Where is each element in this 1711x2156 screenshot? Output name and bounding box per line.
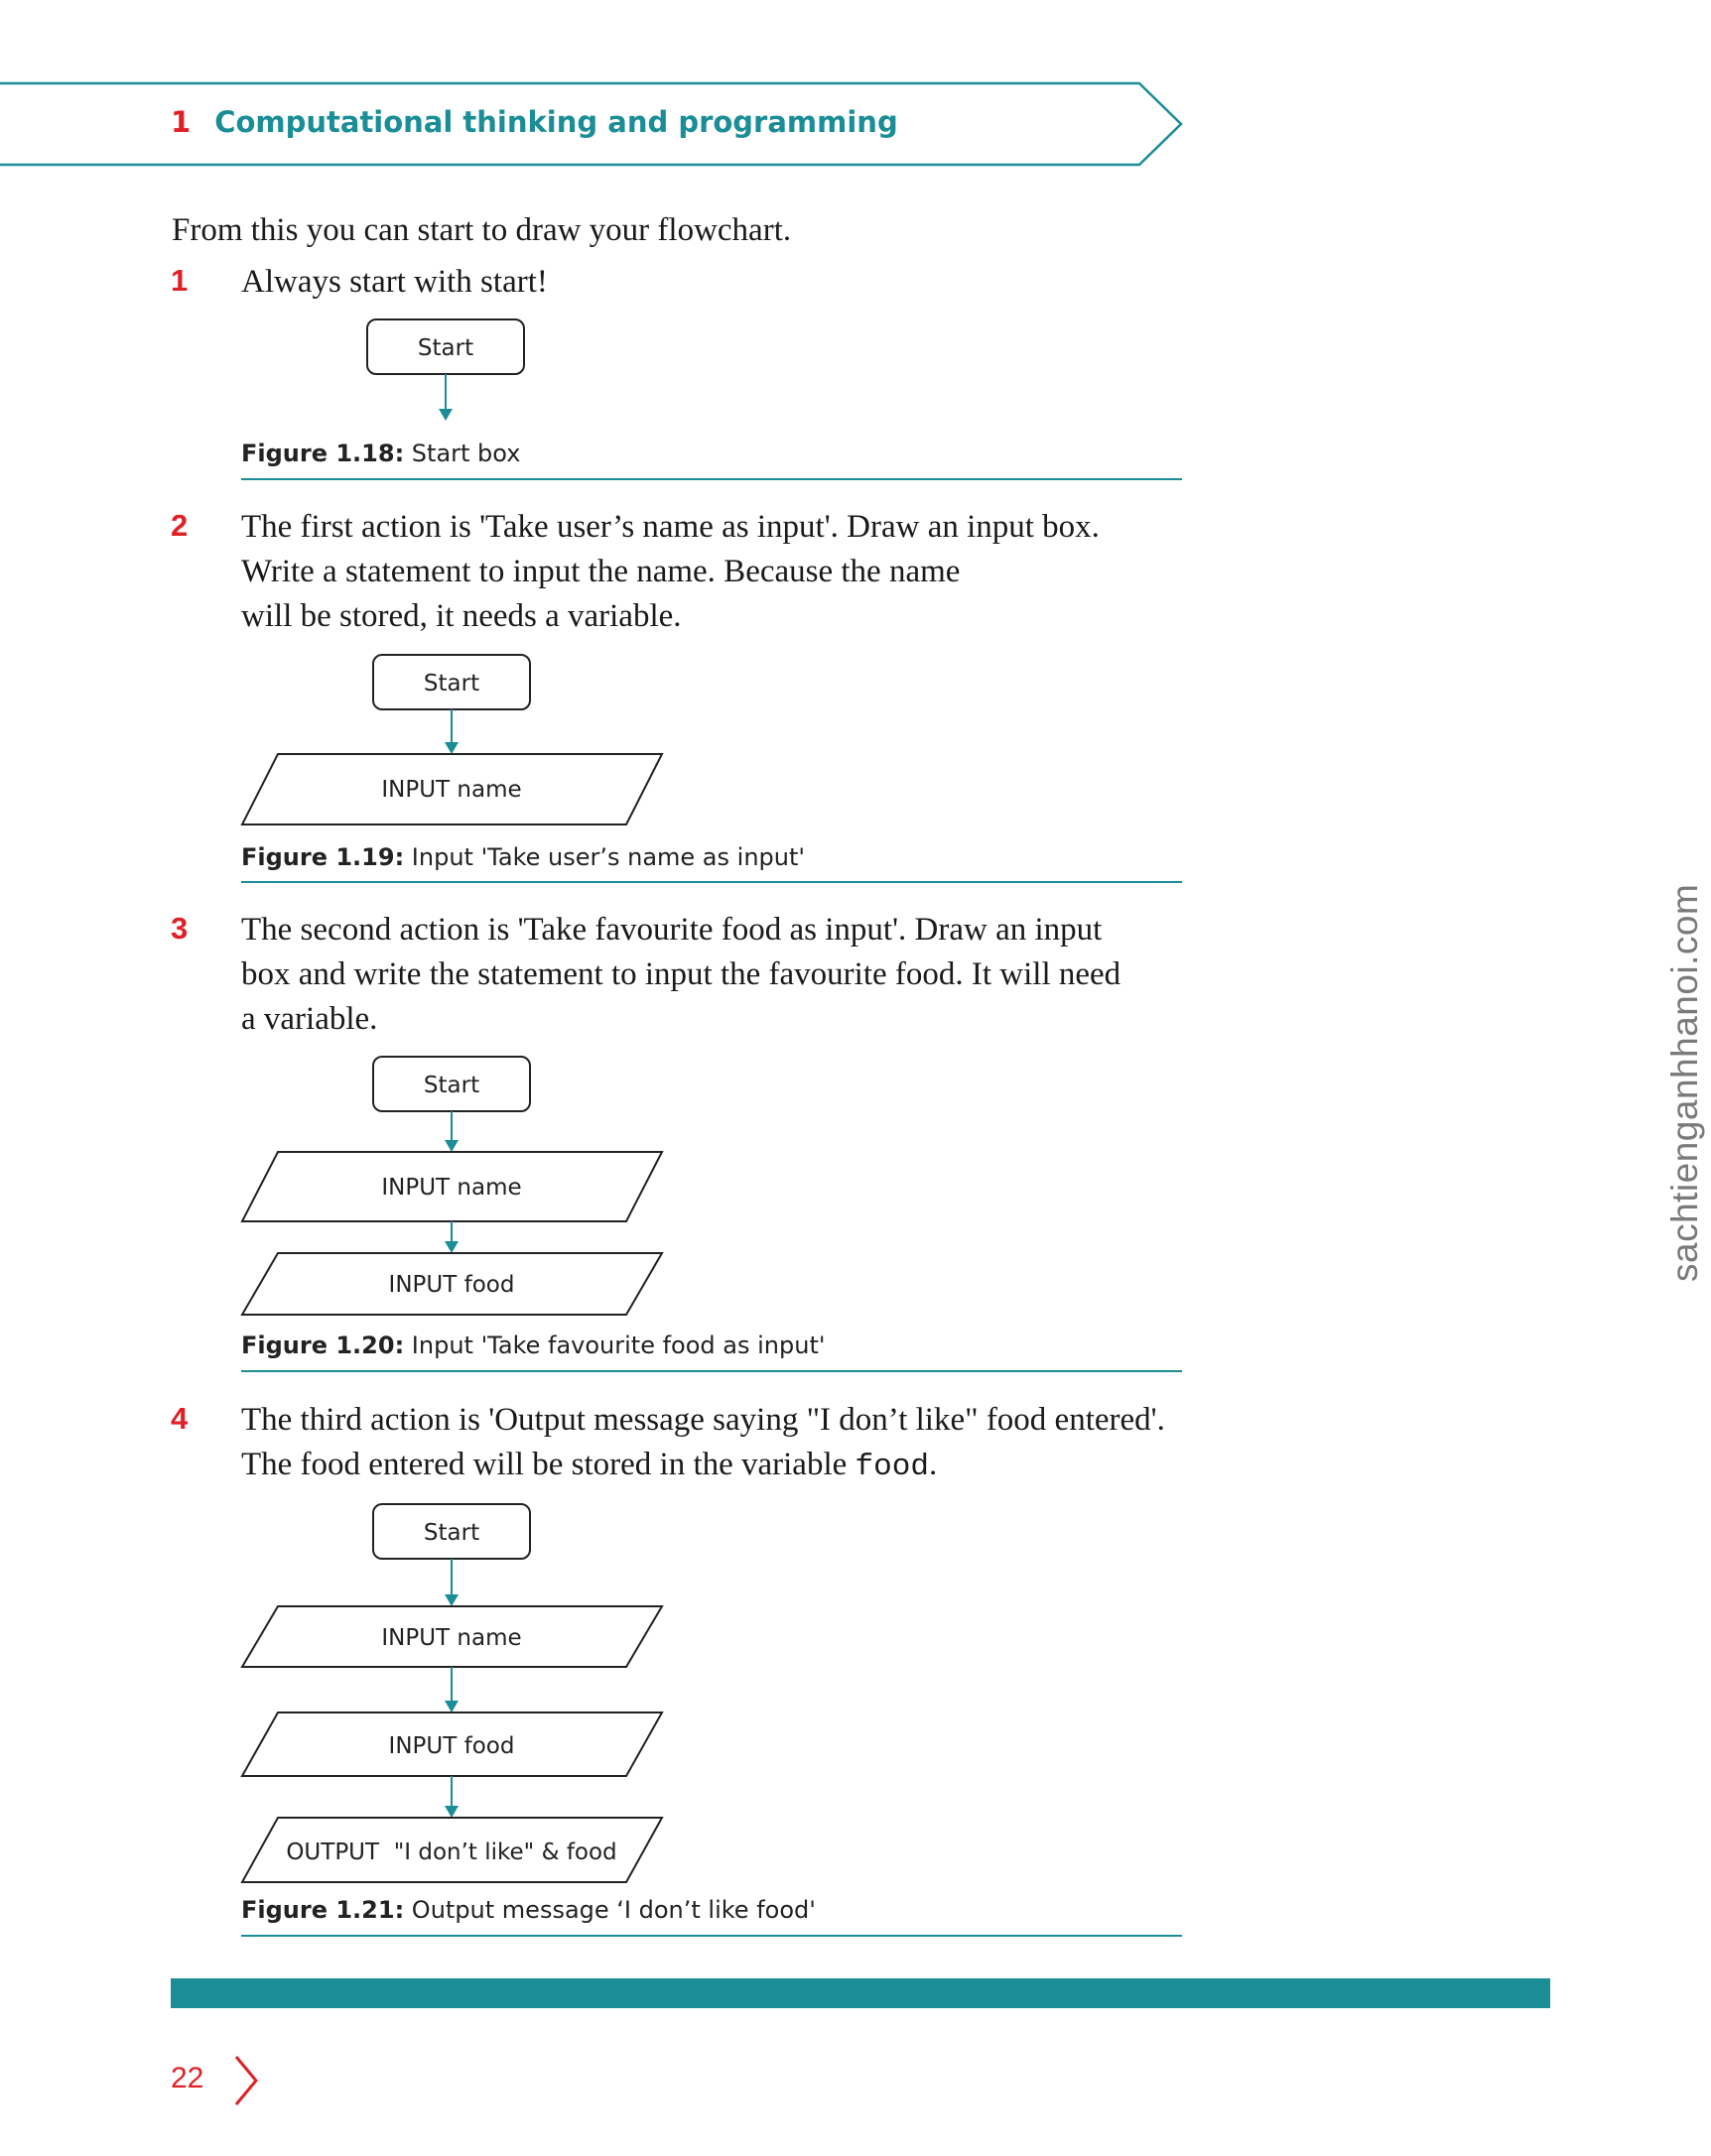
- step-4-line-2: [241, 1443, 1165, 1489]
- step-4-line-1: The third action is 'Output message saying "I don’t like" food entered'.: [241, 1402, 1165, 1438]
- output-label: OUTPUT "I don’t like" & food: [286, 1839, 617, 1865]
- arrowhead: [445, 1140, 459, 1152]
- figure-label: Figure 1.21:: [241, 1896, 405, 1924]
- step-2-line-2: Write a statement to input the name. Because the name: [241, 554, 961, 589]
- figure-1-21-diagram: [238, 1500, 675, 1887]
- input-food-label: INPUT food: [388, 1272, 515, 1298]
- caption-rule: [241, 1935, 1182, 1937]
- figure-1-19-diagram: [238, 651, 675, 829]
- figure-caption-text: Output message ‘I don’t like food': [404, 1896, 816, 1924]
- step-3-number: 3: [171, 911, 189, 946]
- figure-caption-text: Input 'Take user’s name as input': [404, 843, 805, 871]
- step-2-line-3: will be stored, it needs a variable.: [241, 598, 682, 634]
- figure-caption-text: Input 'Take favourite food as input': [404, 1332, 826, 1359]
- intro-text: From this you can start to draw your flowchart.: [172, 212, 792, 248]
- figure-1-19-caption: [241, 843, 805, 871]
- input-name-label: INPUT name: [381, 1175, 522, 1201]
- step-4-line-2-text: The food entered will be stored in the variable: [241, 1447, 856, 1482]
- arrowhead: [445, 1594, 459, 1606]
- arrowhead: [445, 1806, 459, 1818]
- arrowhead: [439, 409, 453, 421]
- step-4-line-2-end: .: [928, 1447, 938, 1482]
- input-name-label: INPUT name: [381, 1625, 522, 1651]
- start-label: Start: [423, 1073, 480, 1098]
- step-2-number: 2: [171, 508, 189, 543]
- figure-caption-text: Start box: [404, 440, 521, 467]
- chapter-number: 1: [171, 105, 192, 139]
- page-number: 22: [171, 2062, 204, 2094]
- figure-label: Figure 1.19:: [241, 843, 405, 871]
- figure-1-20-diagram: [238, 1053, 675, 1321]
- step-3-text: [241, 908, 1120, 1042]
- step-4-text: [241, 1398, 1165, 1489]
- step-1-text: Always start with start!: [241, 264, 548, 300]
- chapter-title: Computational thinking and programming: [214, 105, 898, 139]
- start-label: Start: [423, 671, 480, 697]
- start-label: Start: [423, 1520, 480, 1546]
- chapter-header: [171, 105, 898, 139]
- figure-label: Figure 1.18:: [241, 440, 405, 467]
- input-food-label: INPUT food: [388, 1733, 515, 1759]
- arrowhead: [445, 742, 459, 754]
- step-4-number: 4: [171, 1401, 189, 1436]
- caption-rule: [241, 1370, 1182, 1372]
- figure-1-18-caption: [241, 440, 520, 467]
- figure-1-20-caption: [241, 1332, 825, 1359]
- figure-label: Figure 1.20:: [241, 1332, 405, 1359]
- figure-1-18-diagram: [357, 316, 536, 425]
- start-label: Start: [417, 335, 474, 361]
- step-3-line-3: a variable.: [241, 1001, 378, 1037]
- watermark: sachtienganhhanoi.com: [1664, 883, 1705, 1282]
- step-2-text: [241, 505, 1100, 639]
- chevron-right-icon: [232, 2054, 262, 2107]
- step-3-line-1: The second action is 'Take favourite food as input'. Draw an input: [241, 912, 1103, 948]
- input-name-label: INPUT name: [381, 777, 522, 803]
- figure-1-21-caption: [241, 1896, 816, 1924]
- arrowhead: [445, 1701, 459, 1712]
- step-1-number: 1: [171, 263, 189, 298]
- caption-rule: [241, 881, 1182, 883]
- step-3-line-2: box and write the statement to input the favourite food. It will need: [241, 956, 1121, 992]
- variable-food-code: food: [855, 1450, 929, 1484]
- caption-rule: [241, 478, 1182, 480]
- step-2-line-1: The first action is 'Take user’s name as input'. Draw an input box.: [241, 509, 1100, 545]
- footer-bar: [171, 1978, 1550, 2008]
- arrowhead: [445, 1241, 459, 1253]
